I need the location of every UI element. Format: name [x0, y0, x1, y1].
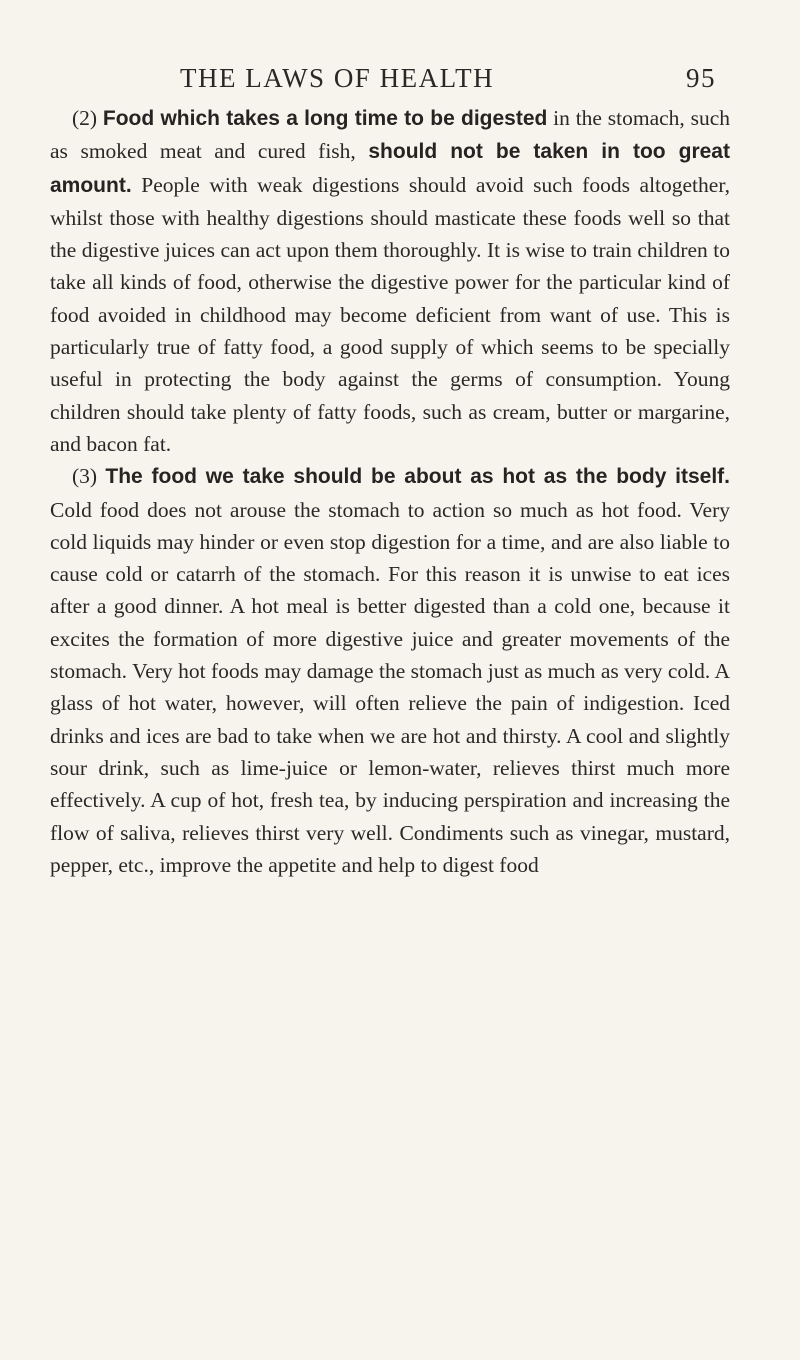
running-header: [50, 56, 730, 100]
page-number: 95: [686, 63, 716, 93]
paragraph-text: Cold food does not arouse the stomach to action so much as hot food. Very cold liquids may hinder or even stop digestion for a time, and are also liable to cause cold or catarrh of the stomach. For this reason it is unwise to eat ices after a good dinner. A hot meal is better digested than a cold one, because it excites the formation of more digestive juice and greater movements of the stomach. Very hot foods may damage the stomach just as much as very cold. A glass of hot water, however, will often relieve the pain of indigestion. Iced drinks and ices are bad to take when we are hot and thirsty. A cool and slightly sour drink, such as lime-juice or lemon-water, relieves thirst much more effectively. A cup of hot, fresh tea, by inducing perspiration and increasing the flow of saliva, relieves thirst very well. Condiments such as vinegar, mustard, pepper, etc., improve the appetite and help to digest food: [50, 497, 730, 877]
paragraph-2: [50, 102, 730, 460]
book-page: [0, 56, 800, 1360]
paragraph-number: (2): [72, 106, 98, 130]
paragraph-number: (3): [72, 464, 98, 489]
paragraph-lead: The food we take should be about as hot as the body itself.: [105, 465, 731, 489]
paragraph-text: in the stomach, such as smoked meat and cured fish,: [50, 106, 731, 164]
paragraph-lead-continued: should not be taken in too great amount.: [50, 140, 730, 197]
running-title: THE LAWS OF HEALTH: [180, 63, 495, 93]
paragraph-3: [50, 460, 730, 881]
paragraph-lead: Food which takes a long time to be digested: [102, 107, 548, 130]
paragraph-text-continued: People with weak digestions should avoid such foods altogether, whilst those with healthy digestions should masticate these foods well so that the digestive juices can act upon them thoroughly. It is wise to train children to take all kinds of food, otherwise the digestive power for the particular kind of food avoided in childhood may become deficient from want of use. This is particularly true of fatty food, a good supply of which seems to be specially useful in protecting the body against the germs of consumption. Young children should take plenty of fatty foods, such as cream, butter or margarine, and bacon fat.: [50, 172, 730, 456]
body-text: [50, 102, 730, 881]
